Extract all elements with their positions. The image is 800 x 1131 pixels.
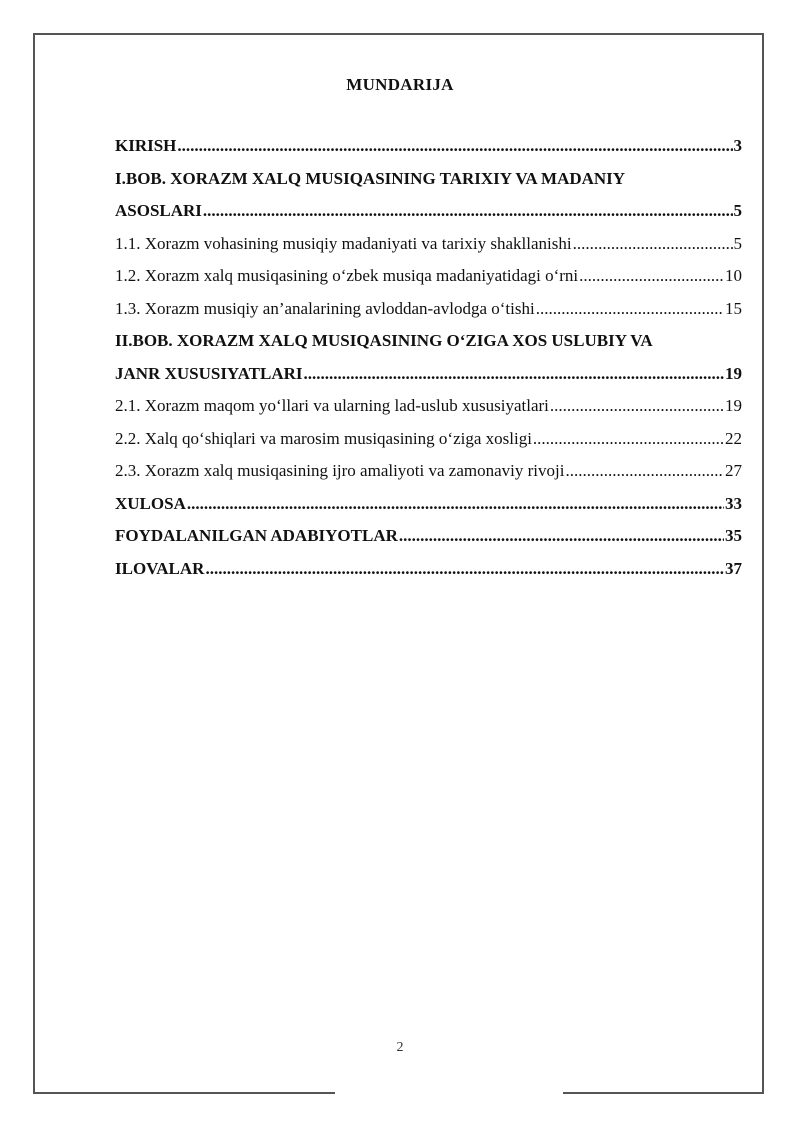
dot-leader — [304, 358, 724, 391]
toc-entry-appendices[interactable] — [115, 553, 742, 586]
toc-entry-page: 5 — [733, 201, 742, 220]
page-border-gap — [335, 1090, 563, 1098]
toc-entry-section-2-1[interactable] — [115, 390, 742, 423]
toc-entry-label: JANR XUSUSIYATLARI — [115, 363, 303, 383]
toc-entry-label: XULOSA — [115, 493, 186, 513]
toc-entry-label: 1.3. Xorazm musiqiy an’analarining avloddan-avlodga o‘tishi — [115, 298, 535, 318]
toc-entry-label: KIRISH — [115, 136, 177, 155]
toc-entry-references[interactable] — [115, 520, 742, 553]
toc-entry-label: 2.1. Xorazm maqom yo‘llari va ularning lad-uslub xususiyatlari — [115, 396, 549, 415]
document-title: MUNDARIJA — [346, 75, 454, 94]
toc-entry-page: 35 — [725, 526, 742, 545]
toc-entry-page: 15 — [725, 298, 742, 318]
toc-entry-page: 22 — [725, 428, 742, 448]
toc-entry-label: II.BOB. XORAZM XALQ MUSIQASINING O‘ZIGA XOS USLUBIY VA — [115, 331, 653, 350]
dot-leader — [579, 260, 724, 293]
page-number: 2 — [396, 1040, 404, 1055]
toc-entry-page: 3 — [733, 136, 742, 155]
toc-entry-label: 2.3. Xorazm xalq musiqasining ijro amaliyoti va zamonaviy rivoji — [115, 461, 565, 480]
toc-entry-section-1-1[interactable] — [115, 228, 742, 261]
dot-leader — [573, 228, 733, 261]
dot-leader — [550, 390, 724, 423]
toc-entry-chapter-1-line-2[interactable] — [115, 195, 742, 228]
toc-entry-chapter-2-line-2[interactable] — [115, 358, 742, 391]
dot-leader — [205, 553, 724, 586]
toc-entry-page: 5 — [733, 233, 742, 253]
table-of-contents — [115, 130, 742, 585]
toc-entry-page: 37 — [725, 558, 742, 578]
dot-leader — [177, 130, 732, 163]
toc-entry-section-1-3[interactable] — [115, 293, 742, 326]
dot-leader — [399, 520, 724, 553]
toc-entry-section-1-2[interactable] — [115, 260, 742, 293]
toc-entry-label: FOYDALANILGAN ADABIYOTLAR — [115, 526, 398, 545]
toc-entry-label: 1.2. Xorazm xalq musiqasining o‘zbek musiqa madaniyatidagi o‘rni — [115, 266, 579, 285]
toc-entry-label: 1.1. Xorazm vohasining musiqiy madaniyati va tarixiy shakllanishi — [115, 233, 572, 253]
toc-entry-page: 10 — [725, 266, 742, 285]
toc-entry-section-2-2[interactable] — [115, 423, 742, 456]
dot-leader — [565, 455, 724, 488]
toc-entry-label: 2.2. Xalq qo‘shiqlari va marosim musiqasining o‘ziga xosligi — [115, 428, 532, 448]
dot-leader — [203, 195, 733, 228]
dot-leader — [187, 488, 724, 521]
toc-entry-page: 19 — [725, 396, 742, 415]
toc-entry-page: 19 — [725, 363, 742, 383]
toc-entry-label: ILOVALAR — [115, 558, 205, 578]
toc-entry-introduction[interactable] — [115, 130, 742, 163]
toc-entry-label: ASOSLARI — [115, 201, 202, 220]
toc-entry-chapter-1-line-1[interactable] — [115, 163, 742, 196]
dot-leader — [536, 293, 724, 326]
toc-entry-label: I.BOB. XORAZM XALQ MUSIQASINING TARIXIY VA MADANIY — [115, 168, 626, 188]
toc-entry-section-2-3[interactable] — [115, 455, 742, 488]
toc-entry-page: 33 — [725, 493, 742, 513]
toc-entry-page: 27 — [725, 461, 742, 480]
toc-entry-chapter-2-line-1[interactable] — [115, 325, 742, 358]
dot-leader — [533, 423, 724, 456]
toc-entry-conclusion[interactable] — [115, 488, 742, 521]
